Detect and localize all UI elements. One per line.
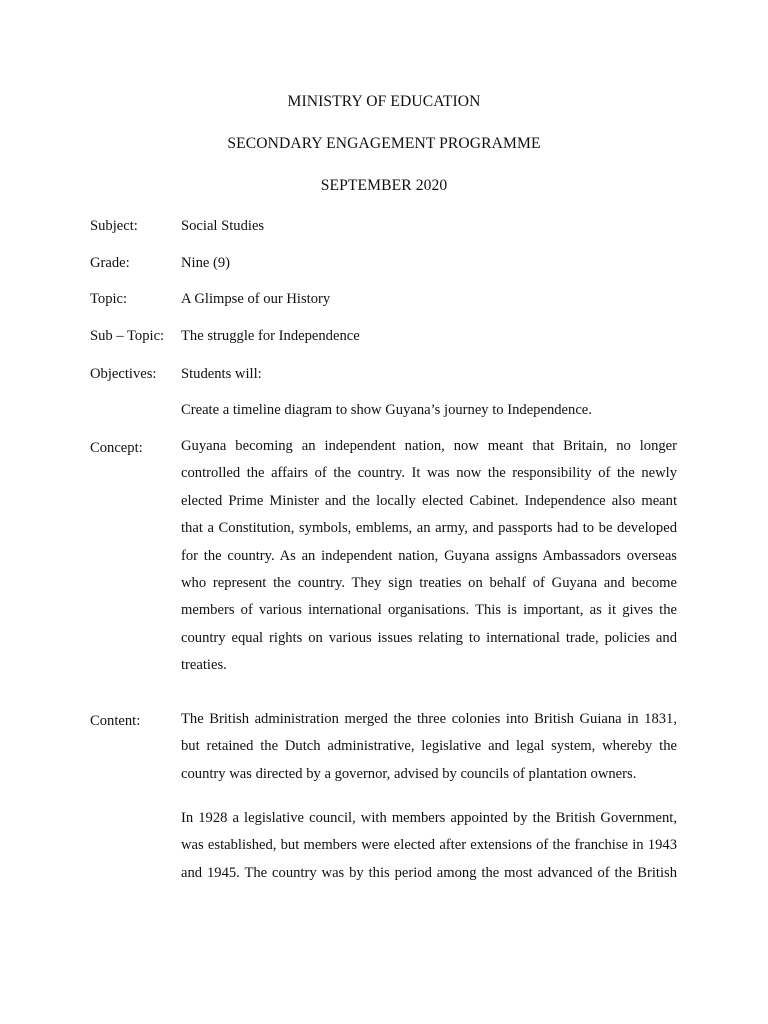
subject-label: Subject: [90, 218, 138, 234]
concept-line: treaties. [181, 657, 227, 674]
grade-value: Nine (9) [181, 255, 231, 271]
subtopic-value: The struggle for Independence [181, 328, 360, 344]
concept-label: Concept: [90, 440, 143, 456]
date-heading: SEPTEMBER 2020 [320, 177, 448, 194]
content-label: Content: [90, 713, 141, 729]
concept-line: country equal rights on various issues relating to international trade, policies and [181, 629, 677, 646]
topic-label: Topic: [90, 291, 128, 307]
concept-line: controlled the affairs of the country. It was now the responsibility of the newly [181, 465, 677, 482]
subject-value: Social Studies [181, 218, 265, 234]
content-paragraph-2 [181, 805, 677, 887]
content-line: and 1945. The country was by this period among the most advanced of the British [181, 864, 677, 881]
subtopic-label: Sub – Topic: [90, 328, 165, 344]
objectives-item: Create a timeline diagram to show Guyana’s journey to Independence. [181, 402, 592, 418]
grade-label: Grade: [90, 255, 130, 271]
content-line: was established, but members were elected after extensions of the franchise in 1943 [181, 837, 677, 854]
concept-line: members of various international organisations. This is important, as it gives the [181, 602, 677, 619]
concept-line: for the country. As an independent nation, Guyana assigns Ambassadors overseas [181, 547, 677, 564]
concept-line: elected Prime Minister and the locally elected Cabinet. Independence also meant [181, 492, 677, 509]
objectives-label: Objectives: [90, 366, 157, 382]
topic-value: A Glimpse of our History [181, 291, 331, 307]
content-line: The British administration merged the three colonies into British Guiana in 1831, [181, 711, 677, 727]
content-paragraph-1 [181, 706, 677, 788]
content-line: country was directed by a governor, advised by councils of plantation owners. [181, 765, 637, 782]
concept-line: Guyana becoming an independent nation, now meant that Britain, no longer [181, 438, 677, 454]
content-line: but retained the Dutch administrative, legislative and legal system, whereby the [181, 738, 677, 755]
content-line: In 1928 a legislative council, with members appointed by the British Government, [181, 810, 677, 826]
programme-heading: SECONDARY ENGAGEMENT PROGRAMME [227, 135, 541, 152]
ministry-heading: MINISTRY OF EDUCATION [287, 93, 481, 110]
concept-paragraph [181, 433, 677, 680]
objectives-intro: Students will: [181, 366, 262, 382]
concept-line: that a Constitution, symbols, emblems, an army, and passports had to be developed [181, 520, 677, 537]
concept-line: who represent the country. They sign treaties on behalf of Guyana and become [181, 574, 677, 591]
